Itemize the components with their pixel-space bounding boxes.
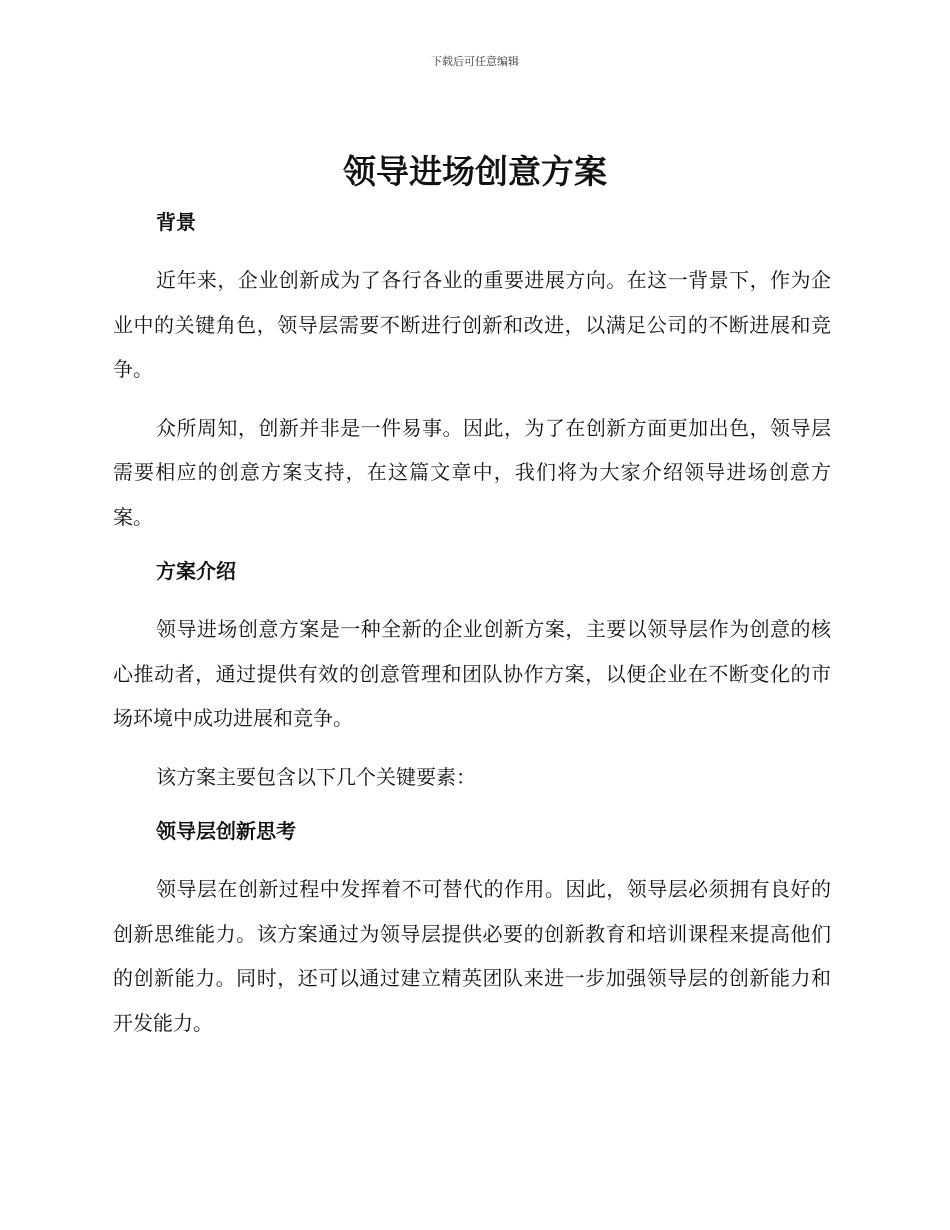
section-heading-background: 背景 (156, 210, 196, 234)
page-header-note: 下载后可任意编辑 (431, 55, 519, 68)
paragraph: 近年来，企业创新成为了各行各业的重要进展方向。在这一背景下，作为企业中的关键角色，领导层需要不断进行创新和改进，以满足公司的不断进展和竞争。 (113, 268, 831, 381)
paragraph: 众所周知，创新并非是一件易事。因此，为了在创新方面更加出色，领导层需要相应的创意方案支持，在这篇文章中，我们将为大家介绍领导进场创意方案。 (113, 415, 831, 529)
paragraph: 领导层在创新过程中发挥着不可替代的作用。因此，领导层必须拥有良好的创新思维能力。该方案通过为领导层提供必要的创新教育和培训课程来提高他们的创新能力。同时，还可以通过建立精英团队来进一步加强领导层的创新能力和开发能力。 (113, 877, 831, 1035)
document-body (113, 204, 831, 1045)
section-heading-intro: 方案介绍 (156, 559, 236, 583)
paragraph: 领导进场创意方案是一种全新的企业创新方案，主要以领导层作为创意的核心推动者，通过提供有效的创意管理和团队协作方案，以便企业在不断变化的市场环境中成功进展和竞争。 (113, 617, 831, 730)
paragraph: 该方案主要包含以下几个关键要素： (156, 764, 476, 789)
section-heading-thinking: 领导层创新思考 (156, 819, 296, 843)
document-title: 领导进场创意方案 (343, 152, 607, 191)
